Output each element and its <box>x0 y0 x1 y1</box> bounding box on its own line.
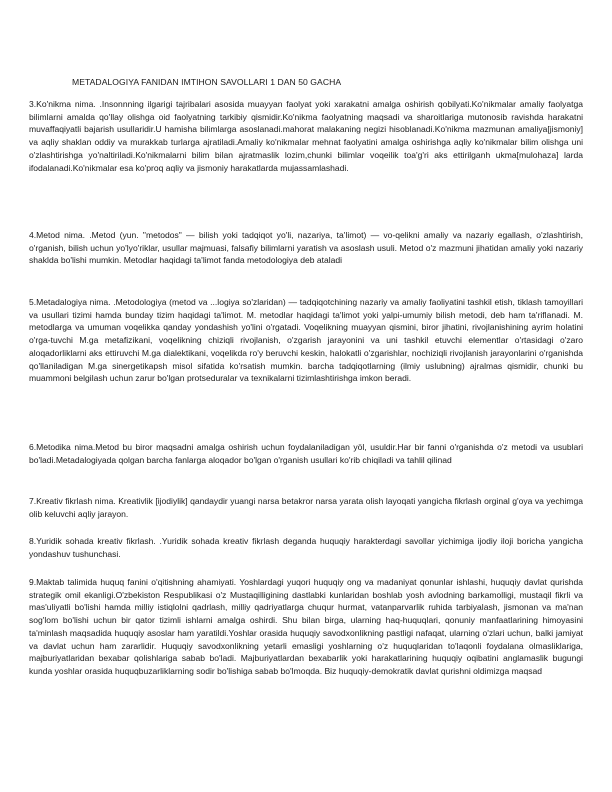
paragraph-question-6: 6.Metodika nima.Metod bu biror maqsadni amalga oshirish uchun foydalaniladigan yöl, usuldir.Har bir fanni o'rganishda o'z metodi va usublari bo'ladi.Metadalogiyada qolgan barcha fanlarga aloqador bo'lgan o'rganish usullari ko'rib chiqiladi va tahlil qilinad <box>29 442 583 465</box>
paragraph-question-4: 4.Metod nima. .Metod (yun. "metodos" — bilish yoki tadqiqot yo'li, nazariya, ta'limot) — vo‐qelikni amaliy va nazariy egallash, o'zlashtirish, o'rganish, bilish uchun yo'lyo'riklar, usullar majmuasi, falsafiy bilimlarni yaratish va asoslash usuli. Metod o'z mazmuni jihatidan amaliy yoki nazariy shaklda bo'lishi mumkin. Metodlar haqidagi ta'limot fanda metodologiya deb ataladi <box>29 230 583 266</box>
paragraph-question-5: 5.Metadalogiya nima. .Metodologiya (metod va ...logiya so'zlaridan) — tadqiqotchining nazariy va amaliy faoliyatini tashkil etish, tiklash tamoyillari va usullari tizimi hamda bunday tizim haqidagi ta'limot. M. metodlar haqidagi ta'limot yoki yalpi-umumiy bilish metodi, deb ham ta'riflanadi. M. metodlarga va umuman voqelikka qanday yondashish yo'lini o'rgatadi. Voqelikning muayyan qismini, biror jihatini, rivojlanishining ayrim holatini o'rga-tuvchi M.ga metafizikani, voqelikning chiziqli rivojlanish, o'zgarish jarayonini va uni tashkil etuvchi elementlar o'rtasidagi o'zaro aloqadorliklarni aks ettiruvchi M.ga dialektikani, voqelikda ro'y beruvchi keskin, halokatli o'zgarishlar, nochiziqli rivojlanish jarayonlarini o'rganishda qo'llaniladigan M.ga sinergetikapsh misol sifatida ko'rsatish mumkin. barcha tadqiqotlarning (ilmiy uslubning) ajralmas qismidir, chunki bu muammoni belgilash uchun zarur bo'lgan protseduralar va texnikalarni tizimlashtirishga imkon beradi. <box>29 297 583 384</box>
document-title: METADALOGIYA FANIDAN IMTIHON SAVOLLARI 1 DAN 50 GACHA <box>72 77 342 87</box>
paragraph-question-9: 9.Maktab talimida huquq fanini o'qitishning ahamiyati. Yoshlardagi yuqori huquqiy ong va madaniyat qonunlar ishlashi, huquqiy davlat qurishda strategik omil ekanligi.O'zbekiston Respublikasi o'z Mustaqilligining dastlabki kunlaridan boshlab yosh avlodning barkamolligi, mustaqil fikrli va mas'uliyatli bo'lishi hamda milliy istiqlolni qadrlash, milliy qadriyatlarga chuqur hurmat, vatanparvarlik ruhida tarbiyalash, jismonan va ma'nan sog'lom bo'lishi uchun bir qator tizimli ishlarni amalga oshirdi. Shu bilan birga, ularning haq-huquqlari, qonuniy manfaatlarining himoyasini ta'minlash maqsadida huquqiy asoslar ham yaratildi.Yoshlar orasida huquqiy savodxonlikning pastligi nafaqat, ularning o'zlari uchun, balki jamiyat va davlat uchun ham zararlidir. Huquqiy savodxonlikning yetarli emasligi yoshlarning o'z huquqlaridan to'laqonli foydalana olmasliklariga, majburiyatlaridan bexabar qolishlariga sabab bo'ladi. Majburiyatlardan bexabarlik yoki harakatlarining huquqiy oqibatini anglamaslik bugungi kunda yoshlar orasida huquqbuzarliklarning sodir bo'lishiga sabab bo'lmoqda. Biz huquqiy-demokratik davlat qurishni oldimizga maqsad <box>29 577 583 676</box>
paragraph-question-3: 3.Ko'nikma nima. .Insonnning ilgarigi tajribalari asosida muayyan faolyat yoki xarakatni amalga oshirish qobilyati.Ko'nikmalar amaliy faolyatga bilimlarni amalda qo'llay olishga oid faolyatning tarkibiy qismidir.Ko'nikma faolyatning maqsadi va sharoitlariga mutonosib ravishda harakatni muvaffaqiyatli bajarish usullaridir.U hamisha bilimlarga asoslanadi.mahorat malakaning negizi hisoblanadi.Ko'nikma mazmunan amaliya[jismoniy] va aqliy shaklan oddiy va murakkab turlarga ajratiladi.Amaliy ko'nikmalar mehnat faolyatini amalga oshirishga aqliy ko'nikmalar bilim olishga uni o'zlashtirishga yo'naltiriladi.Ko'nikmalarni bilim bilan ajratmaslik lozim,chunki bilimlar voqeilik toa'g'ri aks ettirilganh ukma[mulohaza] larda ifodalanadi.Ko'nikmalar esa ko'proq aqliy va jismoniy harakatlarda mujassamlashadi. <box>29 99 583 173</box>
paragraph-question-8: 8.Yuridik sohada kreativ fikrlash. .Yuridik sohada kreativ fikrlash deganda huquqiy harakterdagi savollar yichimiga ijodiy iloji boricha yangicha yondashuv tushunchasi. <box>29 536 583 559</box>
paragraph-question-7: 7.Kreativ fikrlash nima. Kreativlik [ijodiylik] qandaydir yuangi narsa betakror narsa yarata olish layoqati yangicha fikrlash orginal g'oya va yechimga olib keluvchi aqliy jarayon. <box>29 496 583 519</box>
